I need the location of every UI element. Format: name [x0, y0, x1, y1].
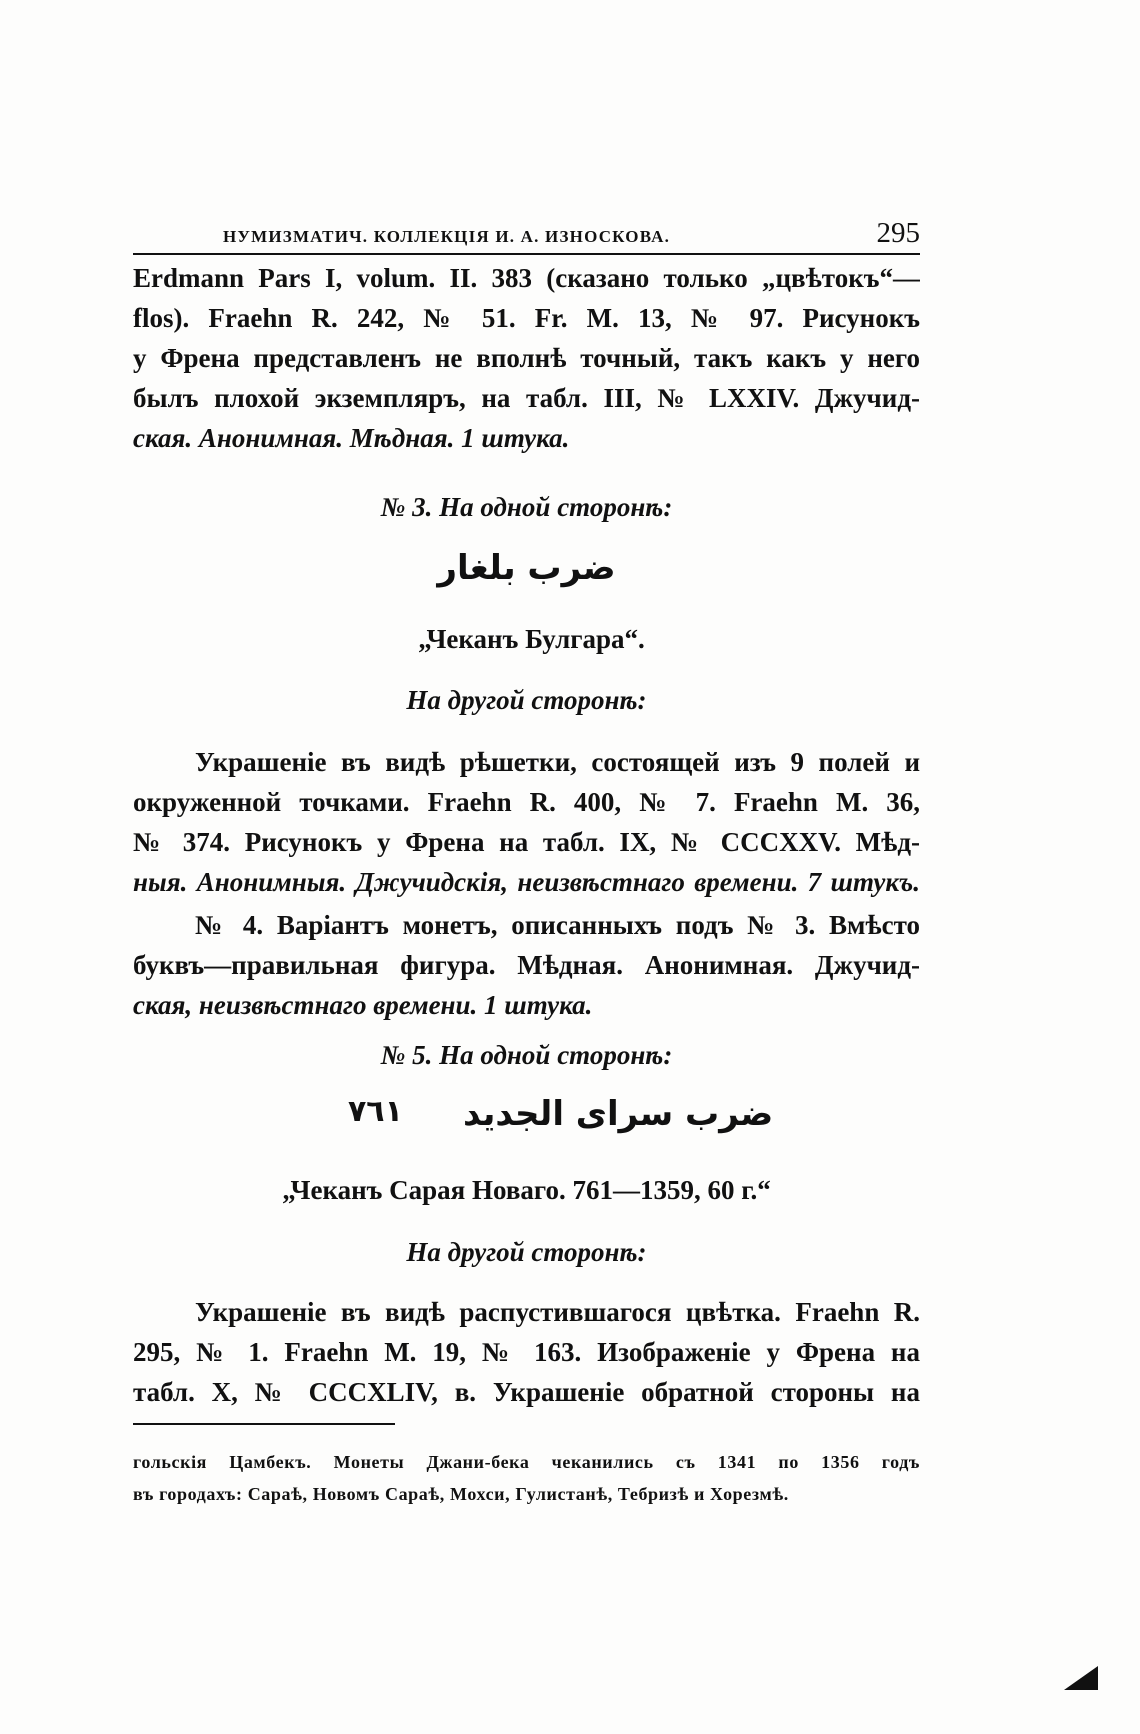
paragraph-coin-4	[133, 905, 920, 1025]
paragraph-coin-2-description	[133, 258, 920, 458]
header-rule	[133, 253, 920, 255]
text-line: у Френа представленъ не вполнѣ точный, такъ какъ у него	[133, 343, 920, 373]
text-line: окруженной точками. Fraehn R. 400, № 7. Fraehn M. 36,	[133, 787, 920, 817]
text-line: ская. Анонимная. Мѣдная. 1 штука.	[133, 423, 570, 453]
text-line: Украшеніе въ видѣ рѣшетки, состоящей изъ 9 полей и	[195, 747, 920, 777]
text-line: № 4. Варіантъ монетъ, описанныхъ подъ № 3. Вмѣсто	[195, 910, 920, 940]
coin-3-translation: „Чеканъ Булгара“.	[418, 624, 645, 654]
page-number: 295	[876, 217, 920, 249]
text-line: flos). Fraehn R. 242, № 51. Fr. M. 13, № 97. Рисунокъ	[133, 303, 920, 333]
text-line: былъ плохой экземпляръ, на табл. III, № LXXIV. Джучид-	[133, 383, 920, 413]
text-line: табл. X, № CCCXLIV, в. Украшеніе обратной стороны на	[133, 1377, 920, 1407]
paragraph-coin-3-reverse	[133, 742, 920, 902]
running-title: НУМИЗМАТИЧ. КОЛЛЕКЦІЯ И. А. ИЗНОСКОВА.	[223, 227, 671, 246]
coin-3-obverse-heading: № 3. На одной сторонѣ:	[380, 492, 673, 522]
text-line: ская, неизвѣстнаго времени. 1 штука.	[133, 990, 593, 1020]
text-line: буквъ—правильная фигура. Мѣдная. Анонимная. Джучид-	[133, 950, 920, 980]
coin-5-arabic-inscription	[133, 1094, 920, 1144]
coin-5-translation: „Чеканъ Сарая Новаго. 761—1359, 60 г.“	[282, 1175, 771, 1205]
text-line: Erdmann Pars I, volum. II. 383 (сказано только „цвѣтокъ“—	[133, 263, 920, 293]
coin-5-arabic-date: ٧٦١	[348, 1094, 403, 1129]
coin-3-arabic-inscription: ضرب بلغار	[437, 548, 616, 588]
coin-5-arabic-legend: ضرب سراى الجديد	[463, 1094, 774, 1134]
footnote-line: гольскія Цамбекъ. Монеты Джани-бека чеканились съ 1341 по 1356 годъ	[133, 1452, 920, 1472]
paragraph-coin-5-reverse	[133, 1292, 920, 1412]
running-head	[133, 217, 920, 253]
coin-5-obverse-heading: № 5. На одной сторонѣ:	[380, 1040, 673, 1070]
text-line: 295, № 1. Fraehn M. 19, № 163. Изображеніе у Френа на	[133, 1337, 920, 1367]
scan-corner-mark-icon	[1064, 1666, 1098, 1690]
footnote-rule	[133, 1423, 395, 1425]
text-line: ныя. Анонимныя. Джучидскія, неизвѣстнаго времени. 7 штукъ.	[133, 867, 920, 897]
footnote-line: въ городахъ: Сараѣ, Новомъ Сараѣ, Мохси, Гулистанѣ, Тебризѣ и Хорезмѣ.	[133, 1484, 789, 1504]
coin-5-reverse-heading: На другой сторонѣ:	[406, 1237, 647, 1267]
text-line: Украшеніе въ видѣ распустившагося цвѣтка. Fraehn R.	[195, 1297, 920, 1327]
coin-3-reverse-heading: На другой сторонѣ:	[406, 685, 647, 715]
text-line: № 374. Рисунокъ у Френа на табл. IX, № CCCXXV. Мѣд-	[133, 827, 920, 857]
